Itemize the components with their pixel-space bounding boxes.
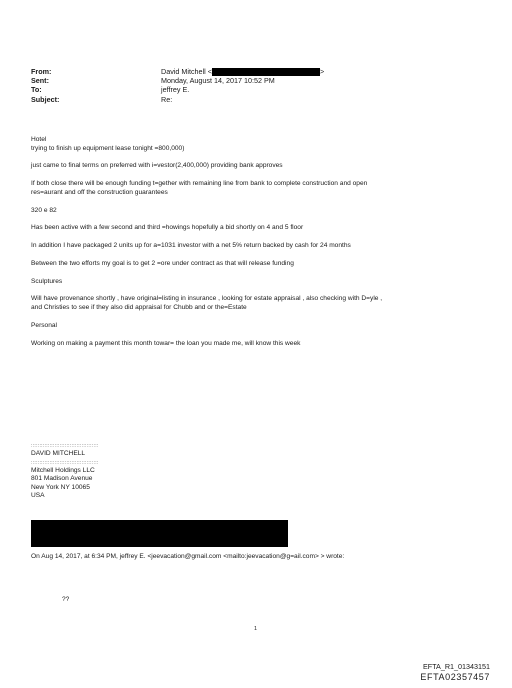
paragraph-gap — [31, 313, 481, 322]
paragraph-gap — [31, 251, 481, 260]
body-line: If both close there will be enough funding t=gether with remaining line from bank to complete construction and open — [31, 180, 368, 188]
paragraph-gap — [31, 330, 481, 339]
subject-value: Re: — [161, 94, 173, 104]
body-line: Working on making a payment this month towar= the loan you made me, will know this week — [31, 339, 301, 347]
from-label: From: — [31, 67, 52, 76]
body-line: Sculptures — [31, 277, 63, 285]
subject-row — [31, 95, 324, 104]
quoted-text: ?? — [62, 596, 70, 603]
signature-company: Mitchell Holdings LLC — [31, 466, 95, 474]
body-line: Will have provenance shortly , have original=listing in insurance , looking for estate appraisal , also checking with D=yle , — [31, 295, 383, 303]
signature-address-line: New York NY 10065 — [31, 483, 90, 491]
body-line: Hotel — [31, 136, 47, 143]
from-value: David Mitchell < > — [161, 67, 325, 76]
subject-label: Subject: — [31, 94, 60, 104]
sent-value: Monday, August 14, 2017 10:52 PM — [161, 76, 275, 86]
paragraph-gap — [31, 268, 481, 277]
signature-address-line: 801 Madison Avenue — [31, 475, 93, 483]
body-line: Has been active with a few second and third =howings hopefully a bid shortly on 4 and 5 floor — [31, 224, 304, 232]
paragraph-gap — [31, 233, 481, 242]
signature-name: DAVID MITCHELL — [31, 450, 86, 457]
body-line: Personal — [31, 321, 58, 329]
paragraph-gap — [31, 215, 481, 224]
to-value: jeffrey E. — [161, 85, 190, 95]
body-line: In addition I have packaged 2 units up for a=1031 investor with a net 5% return backed by cash for 24 months — [31, 242, 351, 250]
signature-country: USA — [31, 492, 45, 500]
signature-block — [31, 442, 99, 501]
paragraph-gap — [31, 197, 481, 206]
paragraph-gap — [31, 153, 481, 162]
redaction-box — [31, 520, 288, 547]
bates-number-secondary: EFTA02357457 — [420, 672, 490, 682]
from-row — [31, 67, 324, 76]
signature-divider: :::::::::::::::::::::::::::::::::::::::: — [31, 443, 99, 449]
redaction-box — [212, 68, 320, 76]
body-line: res=aurant and off the construction guarantees — [31, 188, 168, 196]
bates-number-primary: EFTA_R1_01343151 — [423, 662, 490, 671]
sent-label: Sent: — [31, 76, 49, 86]
page-number: 1 — [254, 626, 258, 632]
body-line: 320 e 82 — [31, 206, 57, 214]
body-line: trying to finish up equipment lease tonight =800,000) — [31, 144, 185, 152]
email-body — [31, 136, 481, 348]
to-label: To: — [31, 85, 42, 95]
body-line: Between the two efforts my goal is to get 2 =ore under contract as that will release funding — [31, 259, 294, 267]
paragraph-gap — [31, 171, 481, 180]
to-row — [31, 85, 324, 94]
quote-intro: On Aug 14, 2017, at 6:34 PM, jeffrey E. <jeevacation@gmail.com <mailto:jeevacation@g=ail.com> > wrote: — [31, 553, 345, 560]
sent-row — [31, 76, 324, 85]
body-line: just came to final terms on preferred with i=vestor(2,400,000) providing bank approves — [31, 162, 283, 170]
email-header — [31, 67, 324, 104]
paragraph-gap — [31, 286, 481, 295]
body-line: and Christies to see if they also did appraisal for Chubb and or the=Estate — [31, 304, 247, 312]
signature-divider: :::::::::::::::::::::::::::::::::::::::: — [31, 459, 99, 466]
